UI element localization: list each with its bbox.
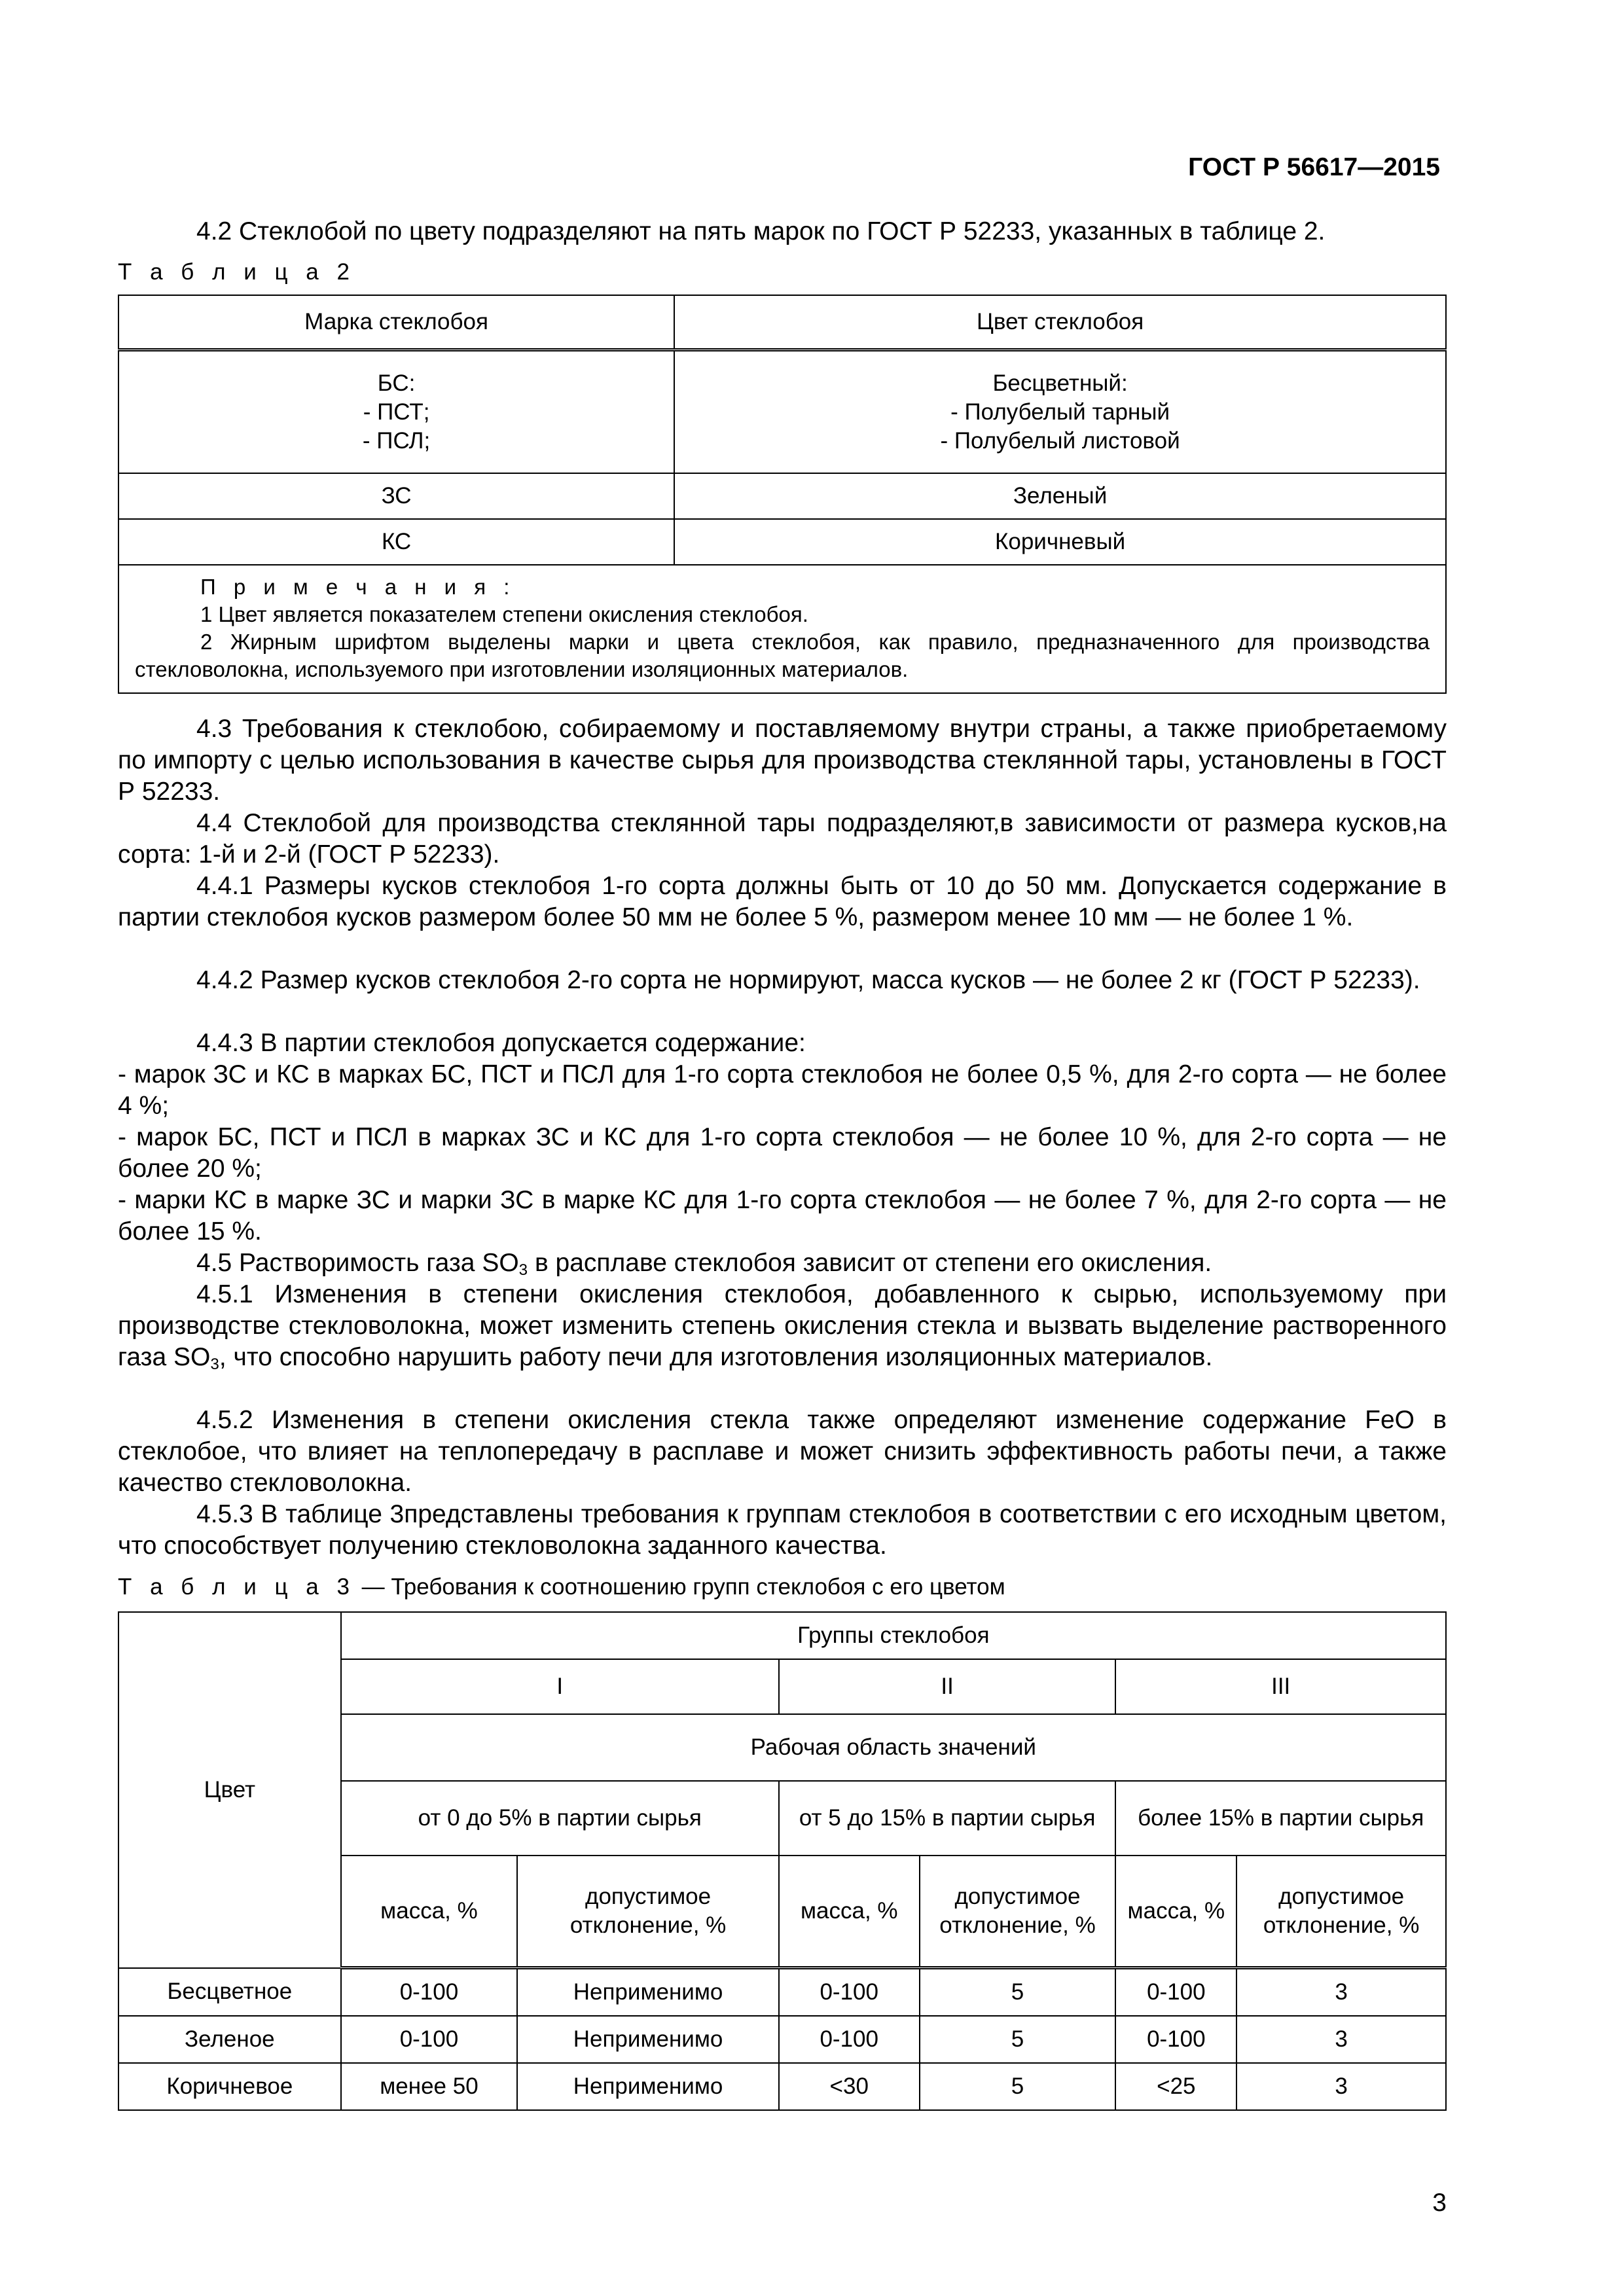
table-3-subheader-deviation: допустимое отклонение, % xyxy=(1236,1856,1446,1968)
paragraph-4-4-2: 4.4.2 Размер кусков стеклобоя 2-го сорта не нормируют, масса кусков — не более 2 кг (ГОСТ Р 52233). xyxy=(196,966,1420,994)
paragraph-4-5-1-text-end: , что способно нарушить работу печи для изготовления изоляционных материалов. xyxy=(219,1343,1213,1371)
table-3-caption xyxy=(118,1573,1005,1601)
paragraph-4-2: 4.2 Стеклобой по цвету подразделяют на пять марок по ГОСТ Р 52233, указанных в таблице 2. xyxy=(196,217,1326,245)
table-3-cell: 3 xyxy=(1236,2016,1446,2063)
paragraph-4-5-text-start: 4.5 Растворимость газа SO xyxy=(196,1249,519,1277)
table-3-row-color: Коричневое xyxy=(118,2063,341,2110)
paragraph-4-5-3: 4.5.3 В таблице 3представлены требования к группам стеклобоя в соответствии с его исходным цветом, что способствует получению стекловолокна заданного качества. xyxy=(118,1500,1447,1560)
paragraph-4-5-2: 4.5.2 Изменения в степени окисления стекла также определяют изменение содержание FeO в стеклобое, что влияет на теплопередачу в расплаве и может снизить эффективность работы печи, а также качество стекловолокна. xyxy=(118,1406,1447,1497)
page-number: 3 xyxy=(1432,2189,1447,2217)
table-3-header-color: Цвет xyxy=(118,1612,341,1968)
table-3-range-label: от 0 до 5% в партии сырья xyxy=(341,1781,779,1856)
table-3-group-label: II xyxy=(779,1659,1116,1714)
paragraph-4-5-1-text-start: 4.5.1 Изменения в степени окисления стеклобоя, добавленного к сырью, используемому при производстве стекловолокна, может изменить степень окисления стекла и вызвать выделение растворенного газа SO xyxy=(118,1280,1447,1371)
table-3-cell: 0-100 xyxy=(1115,1968,1236,2017)
table-3-cell: 0-100 xyxy=(1115,2016,1236,2063)
table-2-mark-line: - ПСТ; xyxy=(363,399,430,425)
table-2-color-line: - Полубелый листовой xyxy=(940,427,1180,454)
table-2-cell-color: Зеленый xyxy=(674,473,1446,519)
document-standard-id: ГОСТ Р 56617—2015 xyxy=(1188,153,1440,181)
table-3-row-color: Бесцветное xyxy=(118,1968,341,2017)
table-3-cell: 5 xyxy=(920,2063,1116,2110)
table-2-cell-mark xyxy=(118,350,674,474)
table-2-cell-color xyxy=(674,350,1446,474)
table-2-notes xyxy=(118,565,1446,693)
table-row xyxy=(118,2016,1446,2063)
table-2-mark-line: - ПСЛ; xyxy=(362,427,431,454)
table-3-cell: 5 xyxy=(920,2016,1116,2063)
table-3-cell: 0-100 xyxy=(779,2016,920,2063)
table-3-range-label: от 5 до 15% в партии сырья xyxy=(779,1781,1116,1856)
paragraph-4-3: 4.3 Требования к стеклобою, собираемому и поставляемому внутри страны, а также приобретаемому по импорту с целью использования в качестве сырья для производства стеклянной тары, установлены в ГОСТ Р 52233. xyxy=(118,715,1447,806)
table-3-cell: 3 xyxy=(1236,1968,1446,2017)
table-3-cell: 0-100 xyxy=(341,2016,518,2063)
table-2-color-line: Бесцветный: xyxy=(992,370,1128,396)
table-3-cell: Неприменимо xyxy=(517,1968,779,2017)
table-3-subheader-deviation: допустимое отклонение, % xyxy=(920,1856,1116,1968)
table-2-cell-mark: КС xyxy=(118,519,674,565)
table-3-subheader-mass: масса, % xyxy=(341,1856,518,1968)
table-row xyxy=(118,1968,1446,2017)
table-3-cell: <30 xyxy=(779,2063,920,2110)
table-3-cell: менее 50 xyxy=(341,2063,518,2110)
so3-subscript: 3 xyxy=(518,1261,528,1280)
table-3-group-label: I xyxy=(341,1659,779,1714)
table-2-note-item: 2 Жирным шрифтом выделены марки и цвета стеклобоя, как правило, предназначенного для производства стекловолокна, используемого при изготовлении изоляционных материалов. xyxy=(135,630,1430,681)
table-3-row-color: Зеленое xyxy=(118,2016,341,2063)
table-3-subheader-mass: масса, % xyxy=(1115,1856,1236,1968)
table-2-cell-mark: ЗС xyxy=(118,473,674,519)
table-3-cell: 0-100 xyxy=(779,1968,920,2017)
table-2-cell-color: Коричневый xyxy=(674,519,1446,565)
table-3-cell: 0-100 xyxy=(341,1968,518,2017)
paragraph-4-5 xyxy=(118,1247,1447,1279)
table-2-color-line: - Полубелый тарный xyxy=(950,399,1170,425)
table-3-header-groups: Группы стеклобоя xyxy=(341,1612,1446,1659)
table-2-note-item: 1 Цвет является показателем степени окисления стеклобоя. xyxy=(200,602,808,626)
table-3-cell: 5 xyxy=(920,1968,1116,2017)
paragraph-4-4-3-item-b: - марок БС, ПСТ и ПСЛ в марках ЗС и КС для 1-го сорта стеклобоя — не более 10 %, для 2-го сорта — не более 20 %; xyxy=(118,1123,1447,1183)
table-3-header-range: Рабочая область значений xyxy=(341,1714,1446,1781)
table-3-cell: Неприменимо xyxy=(517,2063,779,2110)
paragraph-4-4-3-item-c: - марки КС в марке ЗС и марки ЗС в марке КС для 1-го сорта стеклобоя — не более 7 %, для 2-го сорта — не более 15 %. xyxy=(118,1186,1447,1246)
paragraph-4-4-1: 4.4.1 Размеры кусков стеклобоя 1-го сорта должны быть от 10 до 50 мм. Допускается содержание в партии стеклобоя кусков размером более 50 мм не более 5 %, размером менее 10 мм — не более 1 %. xyxy=(118,872,1447,931)
paragraph-4-4: 4.4 Стеклобой для производства стеклянной тары подразделяют,в зависимости от размера кусков,на сорта: 1-й и 2-й (ГОСТ Р 52233). xyxy=(118,809,1447,869)
table-3 xyxy=(118,1611,1447,2111)
table-3-subheader-deviation: допустимое отклонение, % xyxy=(517,1856,779,1968)
table-2 xyxy=(118,295,1447,694)
table-row xyxy=(118,2063,1446,2110)
table-2-header-color: Цвет стеклобоя xyxy=(674,295,1446,350)
paragraph-4-5-1 xyxy=(118,1279,1447,1373)
table-3-caption-text: — Требования к соотношению групп стеклобоя с его цветом xyxy=(355,1574,1005,1600)
table-3-group-label: III xyxy=(1115,1659,1446,1714)
table-3-caption-label: Т а б л и ц а 3 xyxy=(118,1574,355,1600)
paragraph-4-5-text-end: в расплаве стеклобоя зависит от степени его окисления. xyxy=(528,1249,1212,1277)
table-2-caption: Т а б л и ц а 2 xyxy=(118,259,355,285)
table-3-cell: Неприменимо xyxy=(517,2016,779,2063)
so3-subscript: 3 xyxy=(210,1355,219,1374)
table-3-range-label: более 15% в партии сырья xyxy=(1115,1781,1446,1856)
table-2-mark-line: БС: xyxy=(377,370,416,396)
table-3-cell: 3 xyxy=(1236,2063,1446,2110)
paragraph-4-4-3-item-a: - марок ЗС и КС в марках БС, ПСТ и ПСЛ для 1-го сорта стеклобоя не более 0,5 %, для 2-го сорта — не более 4 %; xyxy=(118,1060,1447,1120)
table-2-header-mark: Марка стеклобоя xyxy=(118,295,674,350)
table-3-subheader-mass: масса, % xyxy=(779,1856,920,1968)
table-2-notes-title: П р и м е ч а н и я : xyxy=(200,575,516,599)
table-3-cell: <25 xyxy=(1115,2063,1236,2110)
paragraph-4-4-3: 4.4.3 В партии стеклобоя допускается содержание: xyxy=(196,1029,806,1057)
